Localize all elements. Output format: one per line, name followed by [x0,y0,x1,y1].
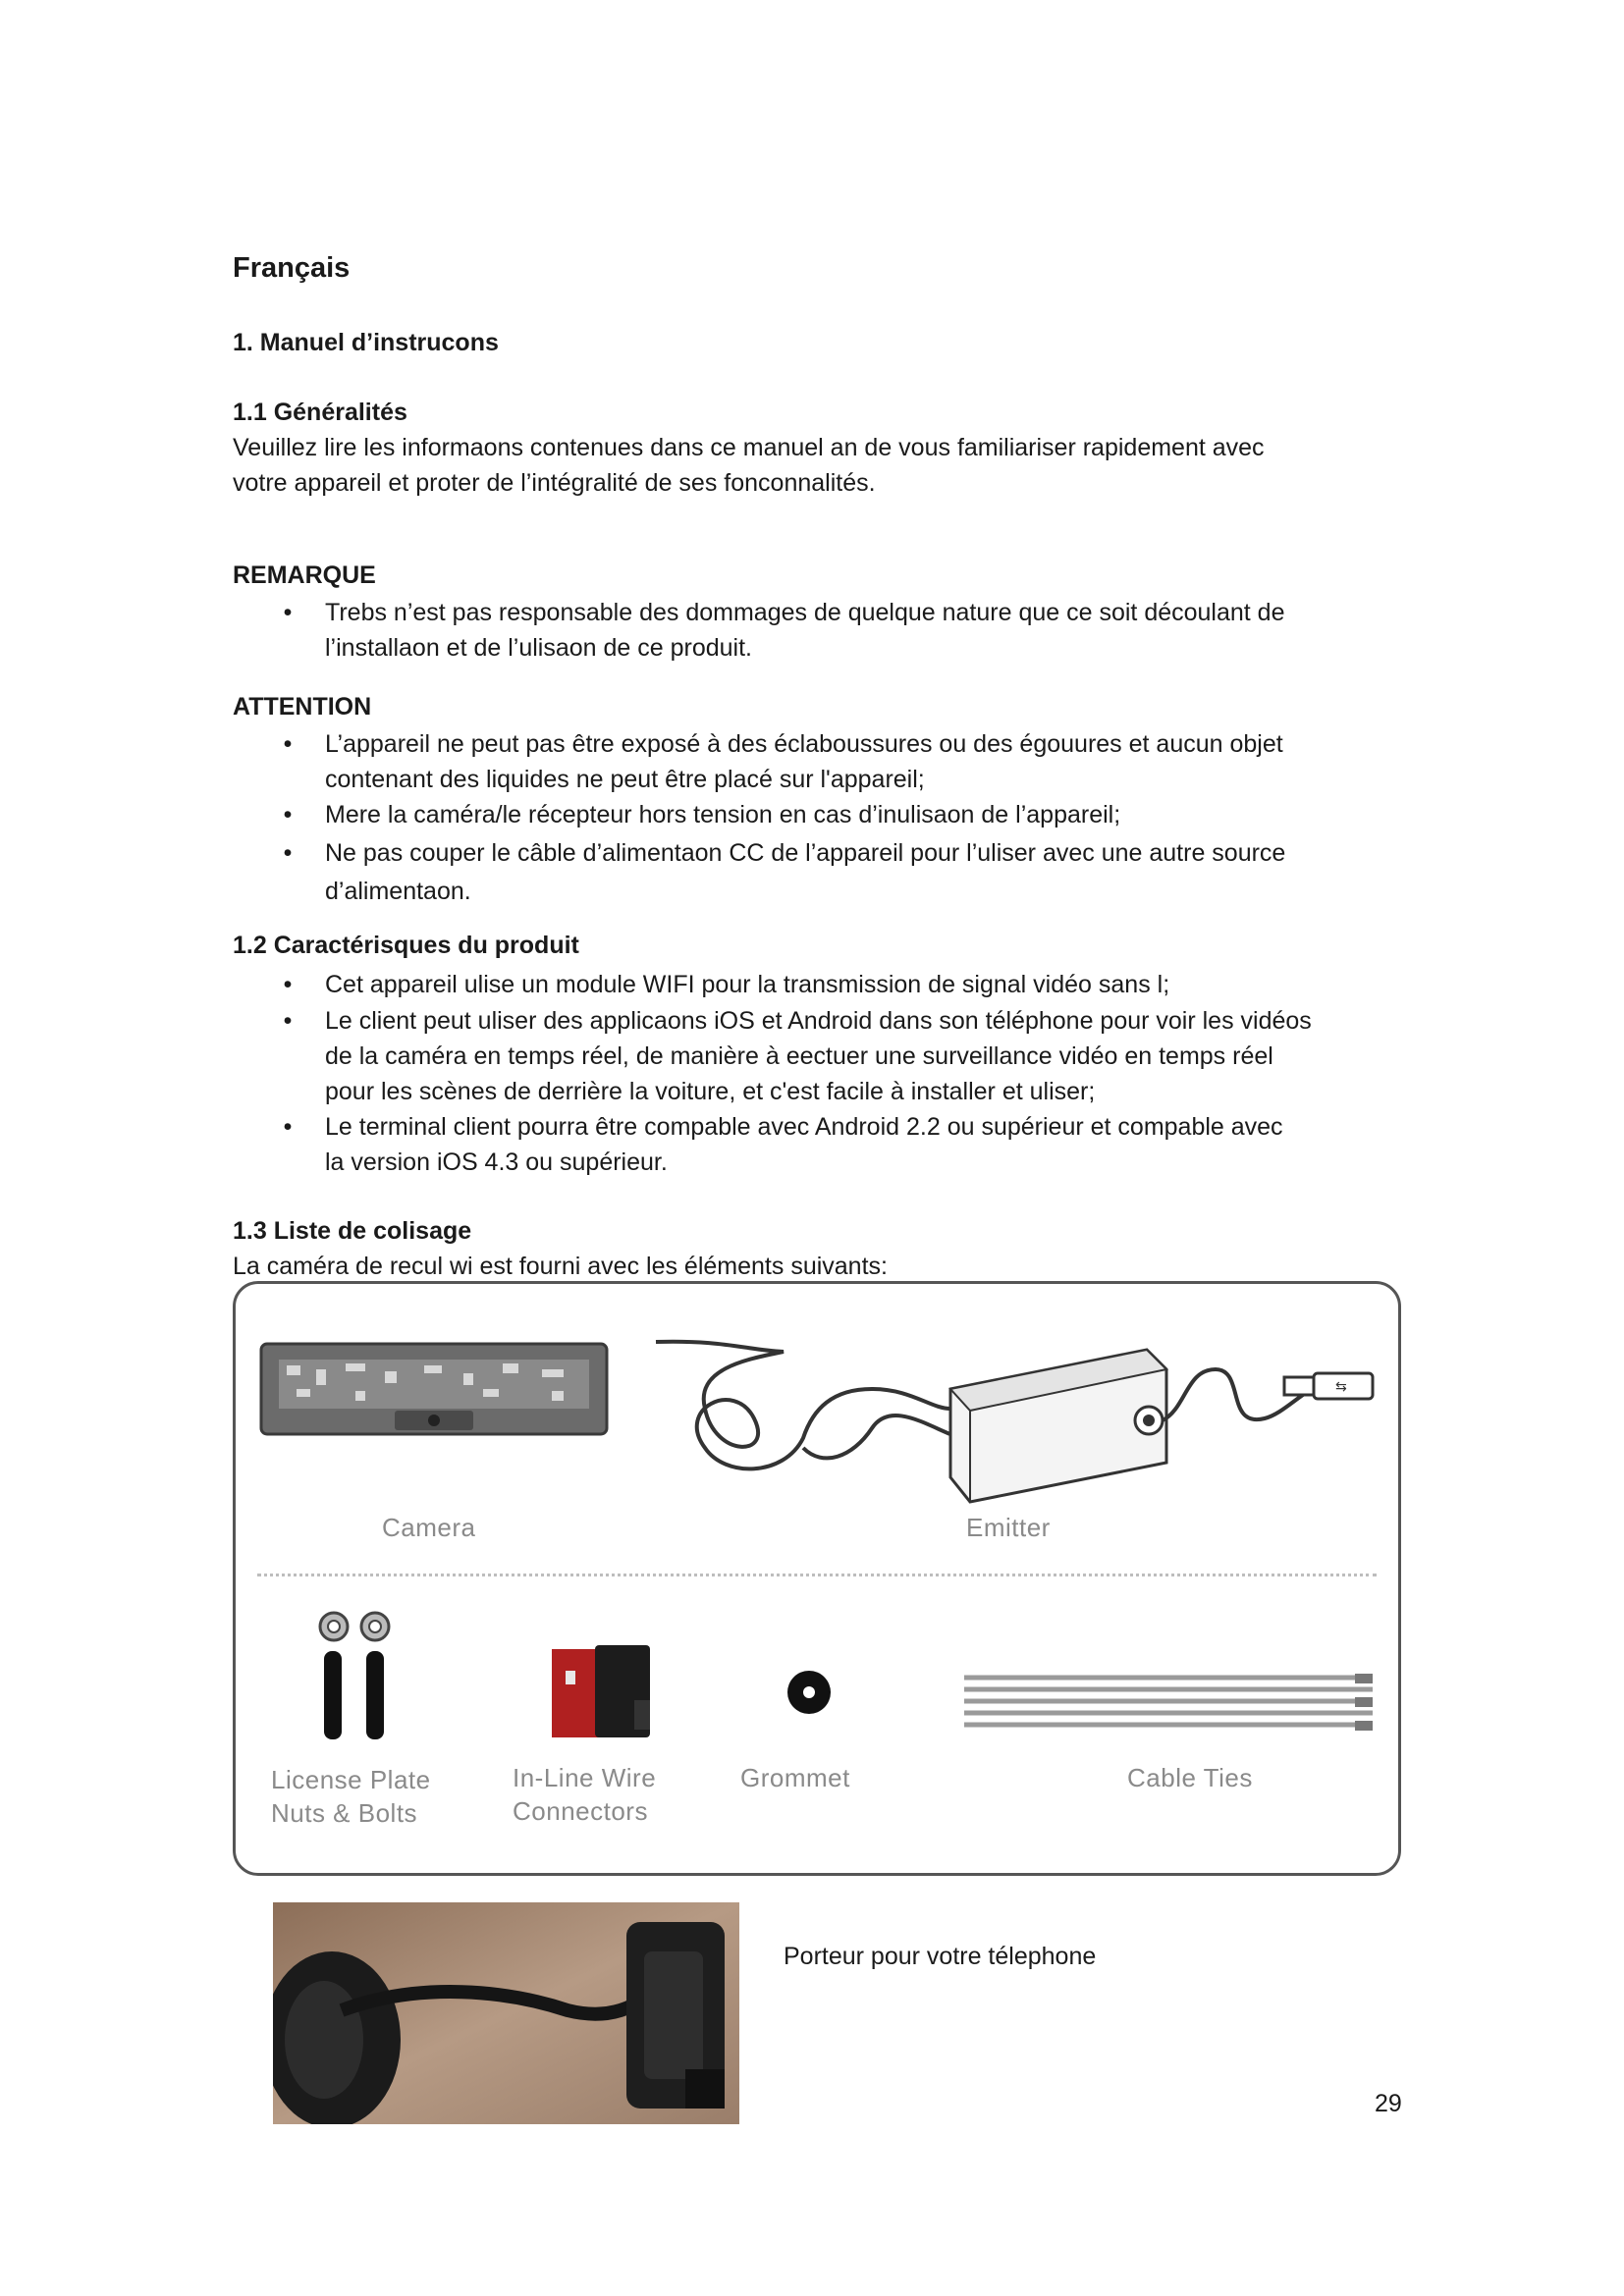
cable-ties-icon [962,1672,1375,1736]
svg-text:⇆: ⇆ [1335,1379,1347,1395]
phone-holder-caption: Porteur pour votre télephone [784,1943,1097,1970]
grommet-label: Grommet [740,1763,850,1792]
nuts-bolts-icon [312,1610,401,1747]
bullet-icon: • [283,971,293,998]
wire-connectors-icon [546,1641,656,1743]
section-1-1-line-2: votre appareil et proter de l’intégralité de ses fonconnalités. [233,469,876,497]
bullet-icon: • [283,839,293,867]
section-1-1-title: 1.1 Généralités [233,399,407,426]
bullet-icon: • [283,730,293,758]
bullet-icon: • [283,1007,293,1035]
cable-ties-label: Cable Ties [1127,1763,1253,1792]
bullet-icon: • [283,801,293,828]
inline-wire-label-2: Connectors [513,1796,648,1826]
camera-plate-frame-icon [257,1340,611,1438]
emitter-icon [636,1330,1392,1507]
bullet-icon: • [283,1113,293,1141]
document-page: Français 1. Manuel d’instrucons 1.1 Généralités Veuillez lire les informaons contenues dans ce manuel an de vous familiariser rapidement avec votre appareil et proter de l’intégralité de ses fonconnalités. REMARQUE • Trebs n’est pas responsable des dommages de quelque nature que ce soit découlant de l’installaon et de l’ulisaon de ce produit. ATTENTION • L’appareil ne peut pas être exposé à des éclaboussures ou des égouures et aucun objet contenant des liquides ne peut être placé sur l'appareil; • Mere la caméra/le récepteur hors tension en cas d’inulisaon de l’appareil; • Ne pas couper le câble d’alimentaon CC de l’appareil pour l’uliser avec une autre source d’alimentaon. 1.2 Caractérisques du produit • Cet appareil ulise un module WIFI pour la transmission de signal vidéo sans l; • Le client peut uliser des applicaons iOS et Android dans son téléphone pour voir les vidéos de la caméra en temps réel, de manière à eectuer une surveillance vidéo en temps réel pour les scènes de derrière la voiture, et c'est facile à installer et uliser; • Le terminal client pourra être compable avec Android 2.2 ou supérieur et compable avec la version iOS 4.3 ou supérieur. 1.3 Liste de colisage La caméra de recul wi est fourni avec les éléments suivants: Camera ⇆ Emitter License Plate Nuts & Bolts In-Line Wire Connectors Grommet Cable Ties Porteur pour votre télephone 29 [0,0,1624,2296]
camera-label: Camera [382,1513,476,1542]
license-plate-label-2: Nuts & Bolts [271,1798,418,1828]
section-1-title: 1. Manuel d’instrucons [233,329,499,356]
grommet-icon [785,1669,833,1716]
language-heading: Français [233,252,351,284]
phone-holder-photo [273,1902,739,2124]
bullet-icon: • [283,599,293,626]
section-1-3-intro: La caméra de recul wi est fourni avec les éléments suivants: [233,1253,888,1280]
inline-wire-label-1: In-Line Wire [513,1763,657,1792]
attention-title: ATTENTION [233,693,372,721]
figure-divider [257,1574,1377,1576]
remarque-title: REMARQUE [233,561,376,589]
section-1-1-line-1: Veuillez lire les informaons contenues dans ce manuel an de vous familiariser rapidement avec [233,434,1265,461]
section-1-2-title: 1.2 Caractérisques du produit [233,932,579,959]
license-plate-label-1: License Plate [271,1765,431,1794]
emitter-label: Emitter [966,1513,1051,1542]
page-number: 29 [1375,2090,1402,2117]
section-1-3-title: 1.3 Liste de colisage [233,1217,472,1245]
phone-holder-image [273,1902,739,2124]
